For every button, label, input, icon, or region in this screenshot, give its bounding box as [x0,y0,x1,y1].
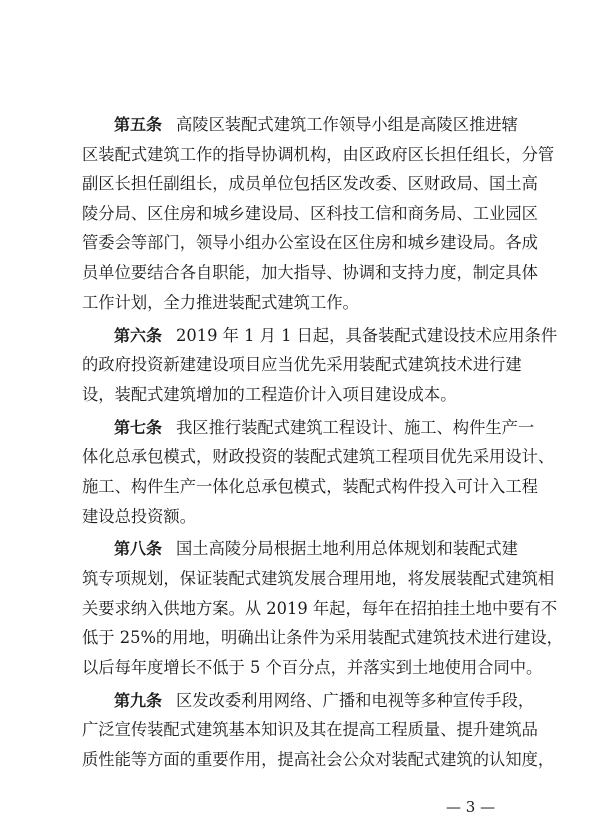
paragraph-line: 管委会等部门，领导小组办公室设在区住房和城乡建设局。各成 [82,233,538,253]
paragraph-line [82,413,535,443]
paragraph-line: 员单位要结合各自职能，加大指导、协调和支持力度，制定具体 [82,262,538,282]
paragraph-line: 关要求纳入供地方案。从 2019 年起，每年在招拍挂土地中要有不 [82,598,558,618]
paragraph-line: 副区长担任副组长，成员单位包括区发改委、区财政局、国土高 [82,174,538,194]
paragraph-line: 陵分局、区住房和城乡建设局、区科技工信和商务局、工业园区 [82,203,538,223]
paragraph-line: 低于 25%的用地，明确出让条件为采用装配式建筑技术进行建设， [82,628,563,648]
article-heading: 第五条 [114,115,163,134]
article-text: 我区推行装配式建筑工程设计、施工、构件生产一 [176,417,535,437]
paragraph-line [82,321,558,351]
paragraph-line: 施工、构件生产一体化总承包模式，装配式构件投入可计入工程 [82,476,538,496]
page-number: — 3 — [446,798,496,816]
paragraph-line: 工作计划，全力推进装配式建筑工作。 [82,292,359,312]
paragraph-line: 建设总投资额。 [82,506,196,526]
article-heading: 第九条 [114,690,163,710]
paragraph-line: 以后每年度增长不低于 5 个百分点，并落实到土地使用合同中。 [82,657,543,677]
paragraph-line: 设，装配式建筑增加的工程造价计入项目建设成本。 [82,384,457,404]
paragraph-line: 体化总承包模式，财政投资的装配式建筑工程项目优先采用设计、 [82,447,555,467]
article-paragraph [82,413,555,531]
article-heading: 第六条 [114,325,163,345]
paragraph-line: 质性能等方面的重要作用，提高社会公众对装配式建筑的认知度， [82,750,555,770]
article-paragraph [82,686,555,775]
paragraph-line: 的政府投资新建建设项目应当优先采用装配式建筑技术进行建 [82,355,522,375]
article-text: 国土高陵分局根据土地利用总体规划和装配式建 [176,539,518,559]
paragraph-line: 广泛宣传装配式建筑基本知识及其在提高工程质量、提升建筑品 [82,720,538,740]
paragraph-line: 区装配式建筑工作的指导协调机构，由区政府区长担任组长，分管 [82,144,555,164]
paragraph-line [82,534,518,564]
article-paragraph [82,110,555,317]
paragraph-line [82,110,518,140]
paragraph-line: 筑专项规划，保证装配式建筑发展合理用地，将发展装配式建筑相 [82,569,555,589]
document-body [82,110,563,778]
article-heading: 第八条 [114,539,163,559]
article-paragraph [82,534,563,682]
article-text: 高陵区装配式建筑工作领导小组是高陵区推进辖 [176,115,518,134]
article-paragraph [82,321,558,410]
article-text: 2019 年 1 月 1 日起，具备装配式建设技术应用条件 [176,325,558,345]
paragraph-line [82,686,535,716]
article-text: 区发改委利用网络、广播和电视等多种宣传手段， [176,690,535,710]
article-heading: 第七条 [114,417,163,437]
